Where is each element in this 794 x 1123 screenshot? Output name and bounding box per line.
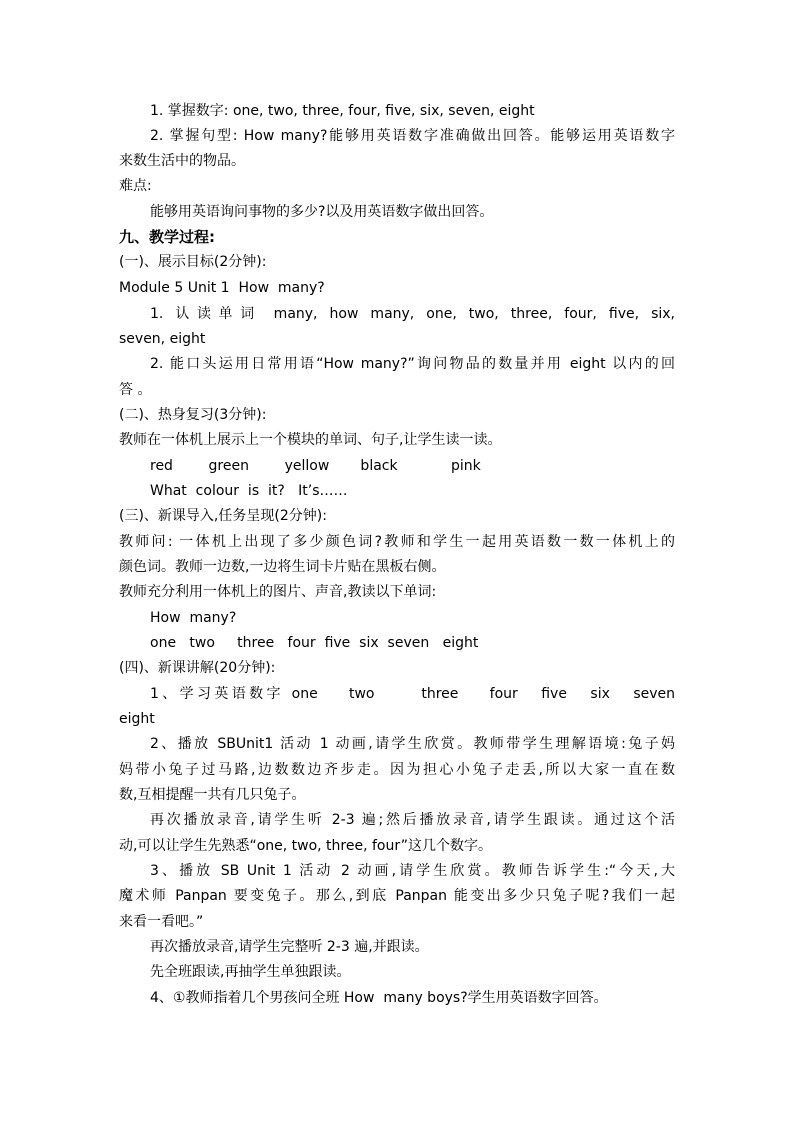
lesson-step-2-replay: 再次播放录音,请学生听 2-3 遍;然后播放录音,请学生跟读。通过这个活 xyxy=(150,812,675,828)
lesson-step-3-replay: 再次播放录音,请学生完整听 2-3 遍,并跟读。 xyxy=(150,939,429,955)
lesson-step-2-replay-cont: 动,可以让学生先熟悉“one, two, three, four”这几个数字。 xyxy=(119,838,492,854)
lesson-step-3-cont: 魔术师 Panpan 要变兔子。那么,到底 Panpan 能变出多少只兔子呢?我们一起 xyxy=(119,888,675,904)
lesson-step-2-cont2: 数,互相提醒一共有几只兔子。 xyxy=(119,787,306,803)
goal-2-cont: 答 。 xyxy=(119,382,152,398)
warmup-sentence: What colour is it? It’s…… xyxy=(150,483,348,499)
lesson-step-1-cont: eight xyxy=(119,711,155,727)
warmup-text: 教师在一体机上展示上一个模块的单词、句子,让学生读一读。 xyxy=(119,432,502,448)
lesson-step-2-cont: 妈带小兔子过马路,边数数边齐步走。因为担心小兔子走丢,所以大家一直在数 xyxy=(119,762,675,778)
subsection-heading-4: (四)、新课讲解(20分钟): xyxy=(119,660,276,676)
goal-1-cont: seven, eight xyxy=(119,331,206,347)
warmup-words: red green yellow black pink xyxy=(150,458,481,474)
subsection-heading-3: (三)、新课导入,任务呈现(2分钟): xyxy=(119,508,327,524)
difficulty-label: 难点: xyxy=(119,178,152,194)
subsection-heading-1: (一)、展示目标(2分钟): xyxy=(119,254,267,270)
intro-text: 教师问: 一体机上出现了多少颜色词?教师和学生一起用英语数一数一体机上的 xyxy=(119,534,675,550)
objective-numbers: 1. 掌握数字: one, two, three, four, five, six, seven, eight xyxy=(150,103,535,119)
objective-sentence-cont: 来数生活中的物品。 xyxy=(119,153,245,169)
subsection-heading-2: (二)、热身复习(3分钟): xyxy=(119,407,267,423)
intro-text-2: 教师充分利用一体机上的图片、声音,教读以下单词: xyxy=(119,584,437,600)
lesson-step-3-cont2: 来看一看吧。” xyxy=(119,914,204,930)
difficulty-text: 能够用英语询问事物的多少?以及用英语数字做出回答。 xyxy=(150,204,494,220)
objective-sentence: 2. 掌握句型: How many?能够用英语数字准确做出回答。能够运用英语数字 xyxy=(150,128,675,144)
intro-number-words: one two three four five six seven eight xyxy=(150,635,479,651)
intro-how-many: How many? xyxy=(150,610,237,626)
goal-2: 2. 能口头运用日常用语“How many?”询问物品的数量并用 eight 以内的回 xyxy=(150,356,675,372)
section-heading-teaching-process: 九、教学过程: xyxy=(119,228,215,246)
lesson-step-1: 1、学习英语数字 one two three four five six seven xyxy=(150,686,675,702)
lesson-step-3: 3、播放 SB Unit 1 活动 2 动画,请学生欣赏。教师告诉学生:“今天,大 xyxy=(150,863,675,879)
lesson-step-3-followup: 先全班跟读,再抽学生单独跟读。 xyxy=(150,964,351,980)
module-title: Module 5 Unit 1 How many? xyxy=(119,280,325,296)
goal-1: 1. 认读单词 many, how many, one, two, three, four, five, six, xyxy=(150,306,675,322)
lesson-step-2: 2、播放 SBUnit1 活动 1 动画,请学生欣赏。教师带学生理解语境:兔子妈 xyxy=(150,736,675,752)
lesson-step-4: 4、①教师指着几个男孩问全班 How many boys?学生用英语数字回答。 xyxy=(150,990,608,1006)
intro-text-cont: 颜色词。教师一边数,一边将生词卡片贴在黑板右侧。 xyxy=(119,559,446,575)
